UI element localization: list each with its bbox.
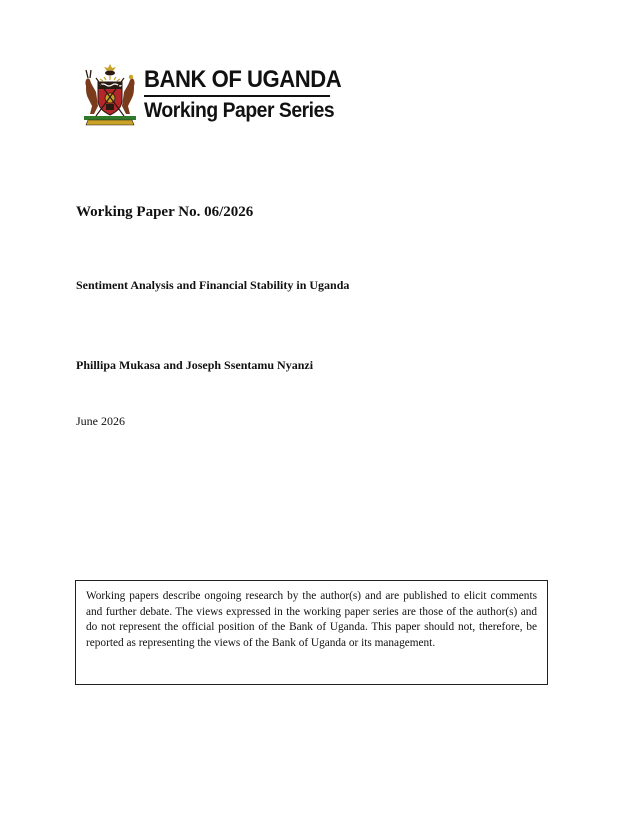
paper-authors: Phillipa Mukasa and Joseph Ssentamu Nyanzi [76,358,314,372]
bank-of-uganda-logo [78,62,342,128]
publication-date: June 2026 [76,414,125,428]
coat-of-arms-icon [78,62,142,126]
series-name-wordmark: Working Paper Series [144,99,335,122]
logo-divider [144,95,330,97]
disclaimer-box [75,580,548,685]
bank-name-wordmark: BANK OF UGANDA [144,66,342,93]
paper-title: Sentiment Analysis and Financial Stability in Uganda [76,278,350,292]
disclaimer-text: Working papers describe ongoing research by the author(s) and are published to elicit comments and further debate. The views expressed in the working paper series are those of the author(s) and do not represent the official position of the Bank of Uganda. This paper should not, therefore, be reported as representing the views of the Bank of Uganda or its management. [86,590,537,649]
working-paper-number: Working Paper No. 06/2026 [76,204,254,220]
